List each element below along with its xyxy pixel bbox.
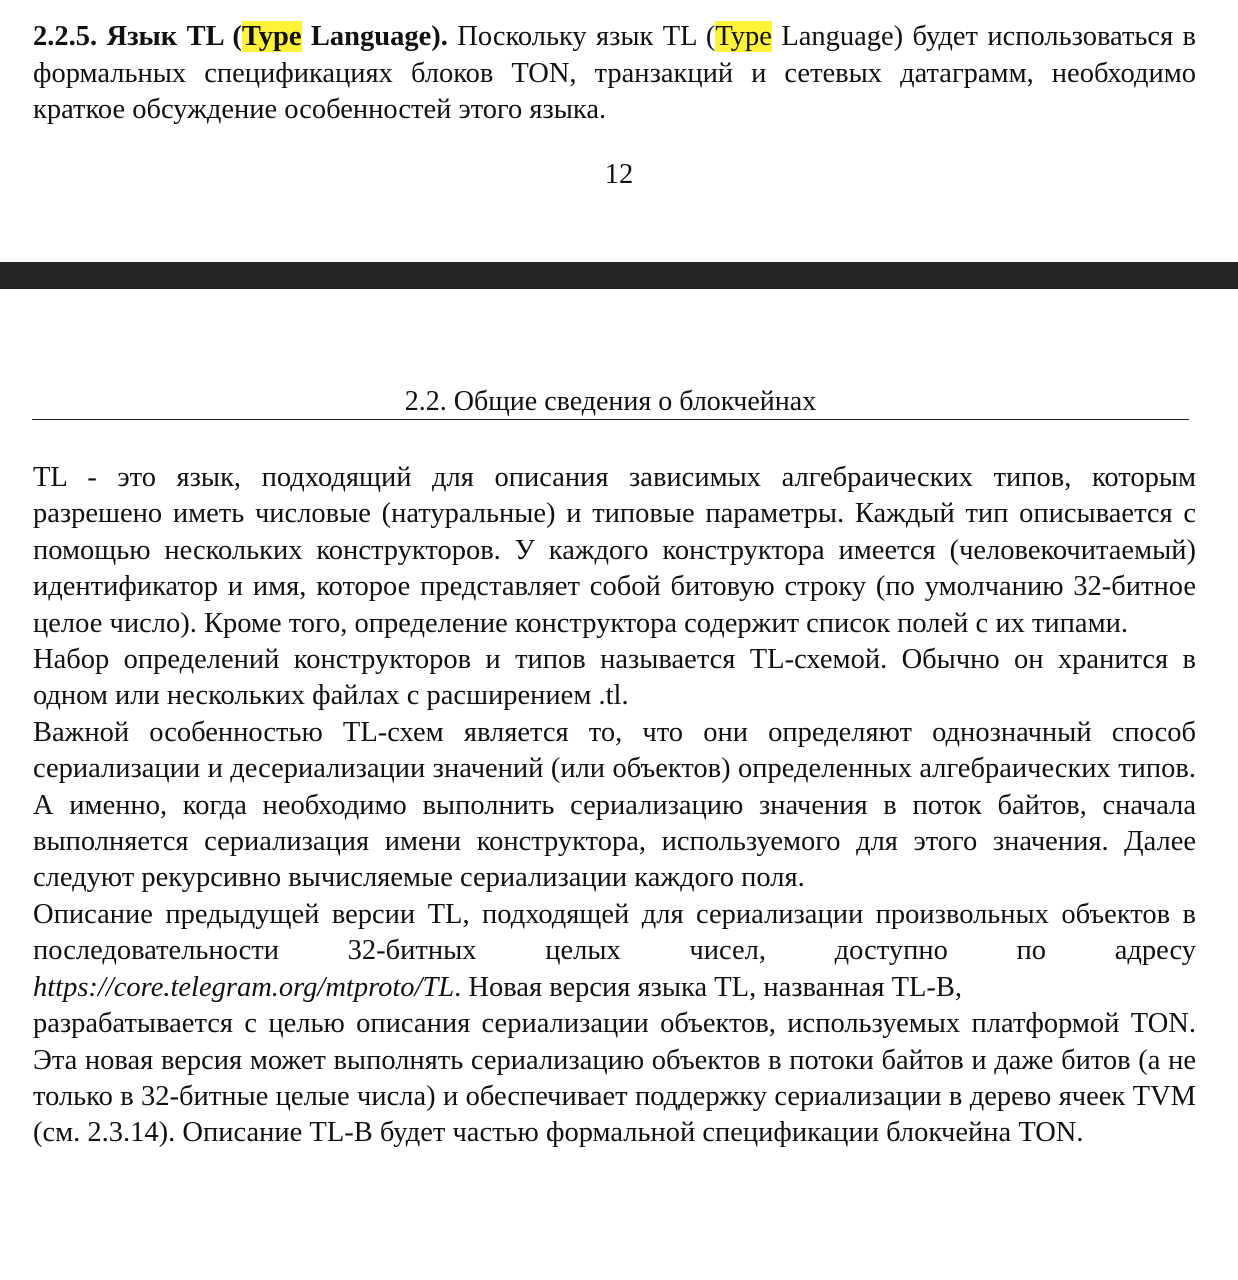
body-text — [33, 460, 1196, 1152]
section-title-pre: Язык TL ( — [106, 21, 242, 52]
running-head: 2.2. Общие сведения о блокчейнах — [32, 385, 1189, 420]
paragraph — [33, 897, 1196, 1006]
paragraph: TL - это язык, подходящий для описания зависимых алгебраических типов, которым разрешено иметь числовые (натуральные) и типовые параметры. Каждый тип описывается с помощью нескольких конструкторов. У каждого конструктора имеется (человекочитаемый) идентификатор и имя, которое представляет собой битовую строку (по умолчанию 32-битное целое число). Кроме того, определение конструктора содержит список полей с их типами. — [33, 462, 1196, 639]
intro-post: Language) будет использоваться в формальных спецификациях блоков TON, транзакций и сетевых датаграмм, необходимо краткое обсуждение особенностей этого языка. — [33, 21, 1197, 125]
section-number: 2.2.5. — [33, 21, 98, 52]
search-highlight: Type — [715, 21, 772, 52]
paragraph-part: . Новая версия языка TL, названная TL-B, — [454, 971, 963, 1003]
section-heading — [33, 21, 448, 52]
url-link[interactable]: https://core.telegram.org/mtproto/TL — [33, 971, 455, 1003]
paragraph: разрабатывается с целью описания сериализации объектов, используемых платформой TON. Эта новая версия может выполнять сериализацию объектов в потоки байтов и даже битов (а не только в 32-битные целые числа) и обеспечивает поддержку сериализации в дерево ячеек TVM (см. 2.3.14). Описание TL-B будет частью формальной спецификации блокчейна TON. — [33, 1008, 1196, 1149]
paragraph-part: Описание предыдущей версии TL, подходящей для сериализации произвольных объектов в последовательности 32-битных целых чисел, доступно по адресу — [33, 898, 1196, 967]
search-highlight: Type — [241, 21, 302, 52]
paragraph: Набор определений конструкторов и типов называется TL-схемой. Обычно он хранится в одном или нескольких файлах с расширением .tl. — [33, 644, 1196, 712]
section-title-post: Language). — [301, 21, 448, 52]
page-separator — [0, 262, 1238, 289]
page-number: 12 — [604, 159, 634, 190]
paragraph: Важной особенностью TL-схем является то, что они определяют однозначный способ сериализации и десериализации значений (или объектов) определенных алгебраических типов. А именно, когда необходимо выполнить сериализацию значения в поток байтов, сначала выполняется сериализация имени конструктора, используемого для этого значения. Далее следуют рекурсивно вычисляемые сериализации каждого поля. — [33, 716, 1196, 894]
intro-pre: Поскольку язык TL ( — [447, 21, 716, 52]
section-paragraph — [33, 19, 1196, 129]
